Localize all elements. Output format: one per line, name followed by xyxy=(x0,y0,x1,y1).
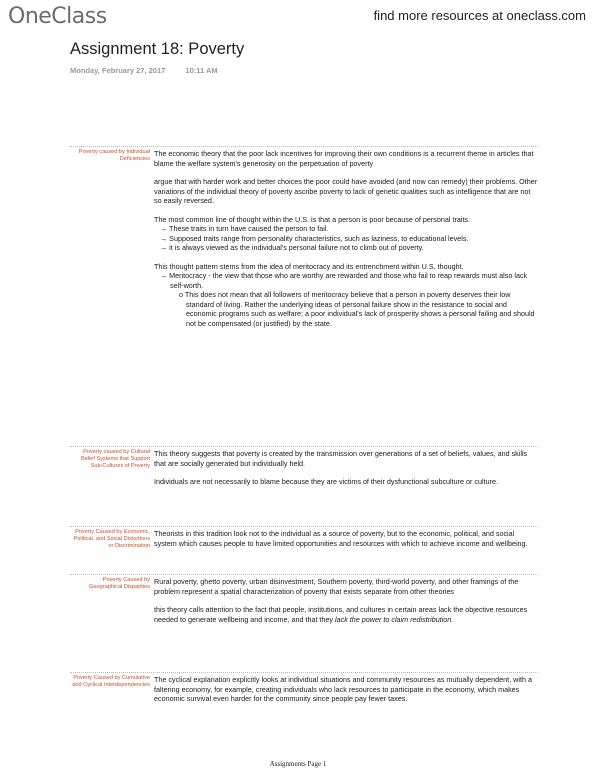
paragraph: argue that with harder work and better choices the poor could have avoided (and now can remedy) their problems. Other variations of the individual theory of poverty ascribe poverty to lack of genetic qualities such as intelligence that are not so easily reversed. xyxy=(154,177,538,205)
row-content xyxy=(154,675,538,713)
oneclass-logo[interactable] xyxy=(8,4,107,28)
paragraph: The cyclical explanation explicitly looks at individual situations and community resources as mutually dependent, with a faltering economy, for example, creating individuals who lack resources to participate in the economy, which makes economic survival even harder for the community since people pay fewer taxes. xyxy=(154,675,532,703)
date-text: Monday, February 27, 2017 xyxy=(70,66,166,75)
arrow-item: → Supposed traits range from personality characteristics, such as laziness, to educational levels. xyxy=(160,233,469,243)
paragraph: This thought pattern stems from the idea of meritocracy and its entrenchment within U.S. thought. xyxy=(154,261,464,271)
row-cumulative-cyclical xyxy=(70,672,538,729)
emphasis-text: lack the power to claim redistribution. xyxy=(335,614,454,624)
logo-text: OneClass xyxy=(8,3,107,29)
row-geographical-disparities xyxy=(70,574,538,673)
arrow-item: → These traits in turn have caused the person to fail. xyxy=(160,224,329,233)
row-content xyxy=(154,149,538,328)
bullet-item: o This does not mean that all followers of meritocracy believe that a person in poverty deserves their low standard of living. Rather the underlying ideas of personal failure show in the resistance to social and economic programs such as welfare; a poor individual's lack of prosperity shows a personal failing and should not be compensated (or justified) by the state. xyxy=(179,290,535,328)
category-label: Poverty Caused by Economic, Political, and Social Distortions or Discrimination xyxy=(73,529,150,549)
paragraph: The most common line of thought within the U.S. is that a person is poor because of personal traits. xyxy=(154,214,471,224)
paragraph: This theory suggests that poverty is created by the transmission over generations of a set of beliefs, values, and skills that are socially generated but individually held. xyxy=(154,449,528,468)
row-content xyxy=(154,577,538,633)
paragraph: Individuals are not necessarily to blame because they are victims of their dysfunctional subculture or culture. xyxy=(154,477,498,486)
row-economic-political-social xyxy=(70,526,538,575)
row-cultural-belief-systems xyxy=(70,446,538,527)
category-label: Poverty Caused by Geographical Disparities xyxy=(89,577,150,590)
arrow-item: → Meritocracy - the view that those who are worthy are rewarded and those who fail to reap rewards must also lack self-worth. xyxy=(160,271,528,290)
paragraph-text: this theory calls attention to the fact that people, institutions, and cultures in certain areas lack the objective resources needed to generate wellbeing and income, and that they xyxy=(154,605,528,624)
resources-link[interactable]: find more resources at oneclass.com xyxy=(373,8,586,23)
row-content xyxy=(154,449,538,496)
paragraph: Rural poverty, ghetto poverty, urban disinvestment, Southern poverty, third-world poverty, and other framings of the problem represent a spatial characterization of poverty that exists separate from other theories xyxy=(154,577,519,596)
note-date xyxy=(70,66,236,75)
paragraph xyxy=(154,605,538,624)
category-label: Poverty caused by Cultural Belief Systems that Support Sub-Cultures of Poverty xyxy=(80,449,150,469)
paragraph: The economic theory that the poor lack incentives for improving their own conditions is a recurrent theme in articles that blame the welfare system's generosity on the perpetuation of poverty xyxy=(154,149,534,168)
paragraph: Theorists in this tradition look not to the individual as a source of poverty, but to the economic, political, and social system which causes people to have limited opportunities and resources with which to achieve income and wellbeing. xyxy=(154,529,528,548)
row-individual-deficiencies xyxy=(70,146,538,449)
row-content xyxy=(154,529,538,557)
time-text: 10:11 AM xyxy=(185,66,218,75)
page-title: Assignment 18: Poverty xyxy=(70,40,245,58)
arrow-item: → it is always viewed as the individual's personal failure not to climb out of poverty. xyxy=(160,243,424,252)
category-label: Poverty Caused by Cumulative and Cyclical Interdependencies xyxy=(72,675,150,688)
page-footer: Assignments Page 1 xyxy=(269,760,327,768)
category-label: Poverty caused by Individual Deficiencies xyxy=(78,149,150,162)
